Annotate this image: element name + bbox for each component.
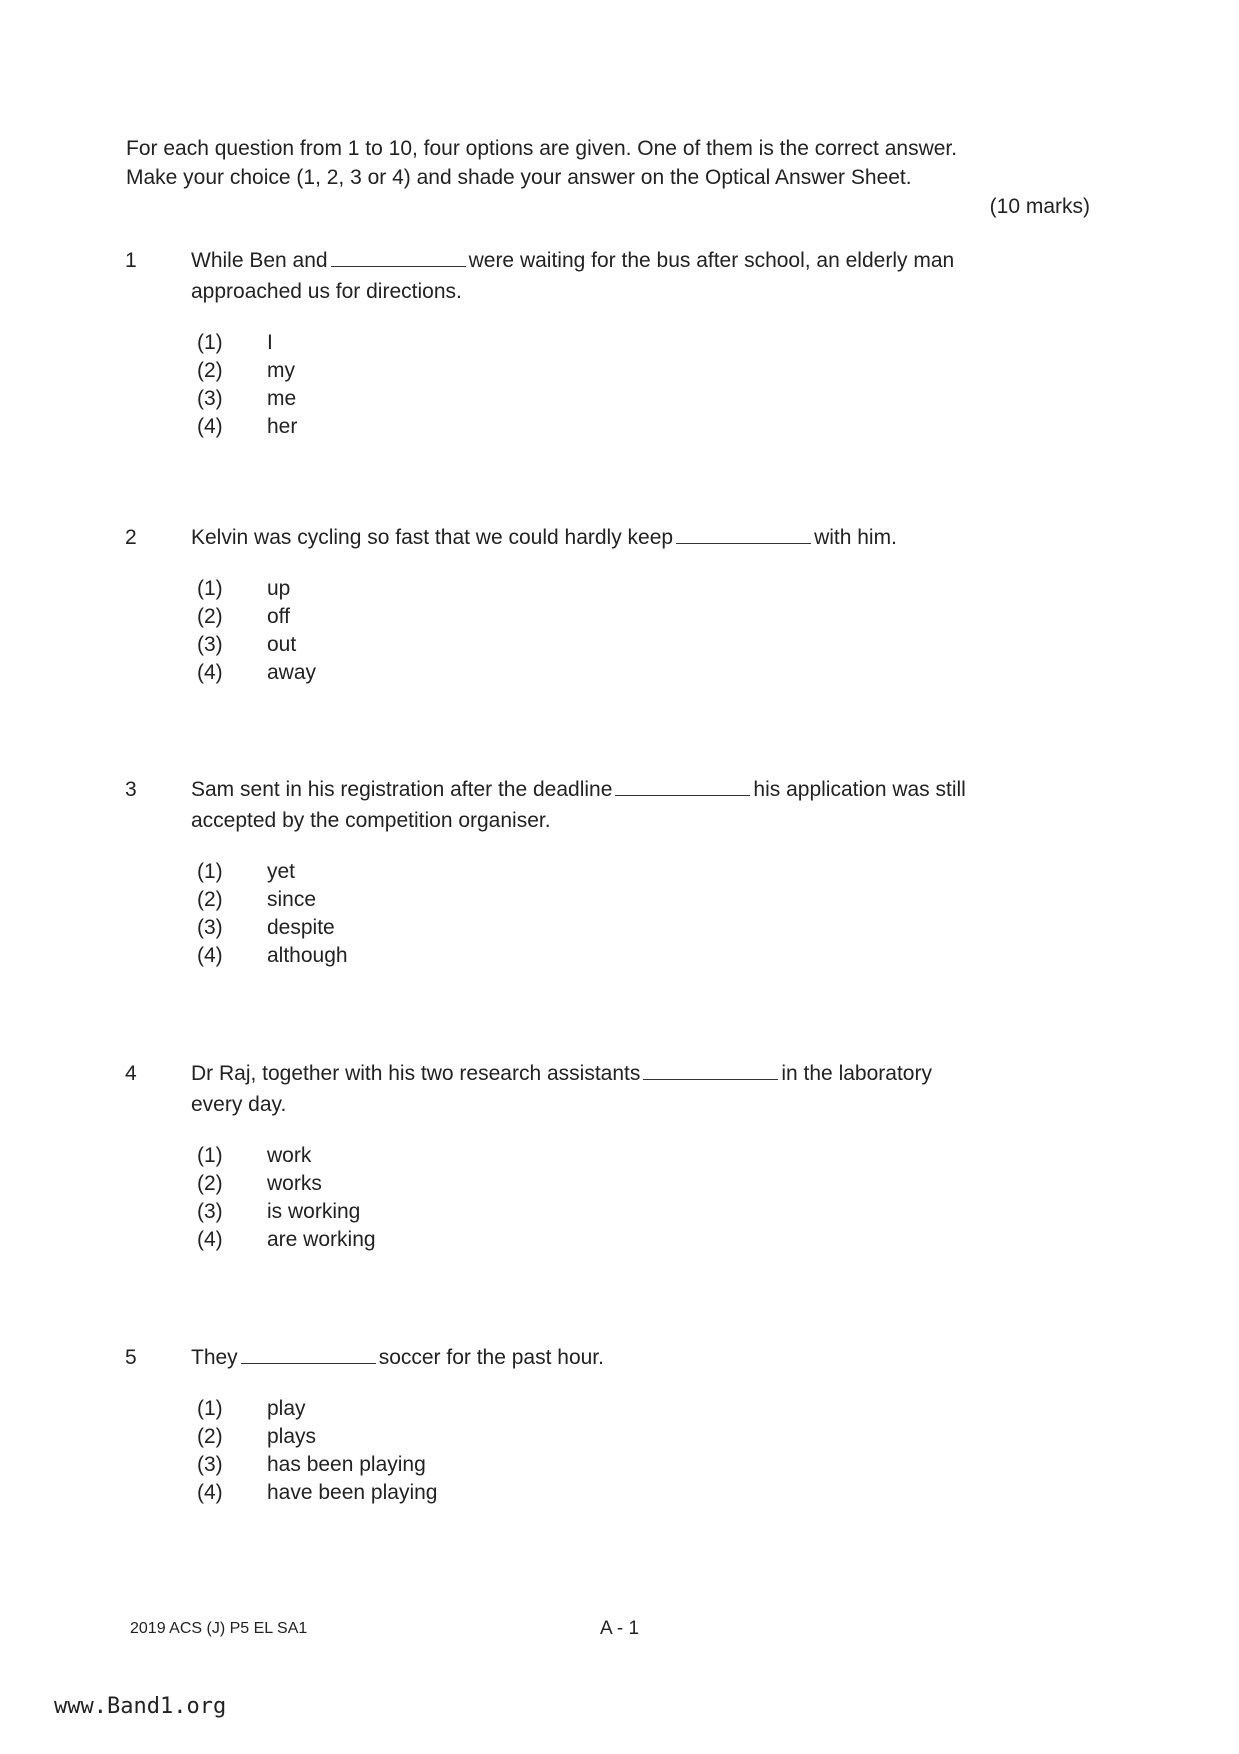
answer-blank [615, 781, 750, 796]
option-number: (1) [197, 1397, 223, 1420]
option-number: (4) [197, 944, 223, 967]
question-number: 1 [125, 249, 137, 272]
stem-before-blank: Dr Raj, together with his two research assistants [191, 1062, 641, 1085]
option-number: (1) [197, 1144, 223, 1167]
option-text: me [267, 387, 297, 410]
option-number: (3) [197, 633, 223, 656]
option-text: yet [267, 860, 296, 883]
option-number: (2) [197, 1425, 223, 1448]
question-stem [191, 522, 1121, 553]
stem-after-blank: were waiting for the bus after school, an elderly man [468, 249, 955, 272]
option-item [197, 1451, 1121, 1479]
question-block [125, 245, 1121, 441]
option-item [197, 413, 1121, 441]
question-number: 4 [125, 1062, 137, 1085]
option-list [197, 575, 1121, 687]
marks-label: (10 marks) [989, 195, 1090, 218]
option-number: (2) [197, 605, 223, 628]
answer-blank [643, 1065, 778, 1080]
option-number: (4) [197, 661, 223, 684]
option-text: I [267, 331, 273, 354]
option-text: despite [267, 916, 335, 939]
stem-before-blank: They [191, 1346, 238, 1369]
option-item [197, 886, 1121, 914]
option-text: out [267, 633, 297, 656]
option-list [197, 1142, 1121, 1254]
option-text: works [267, 1172, 322, 1195]
question-number: 2 [125, 526, 137, 549]
option-item [197, 1423, 1121, 1451]
option-number: (3) [197, 916, 223, 939]
answer-blank [331, 252, 466, 267]
option-item [197, 357, 1121, 385]
question-stem [191, 1058, 1121, 1089]
option-list [197, 1395, 1121, 1507]
stem-after-blank: with him. [814, 526, 897, 549]
option-text: away [267, 661, 317, 684]
option-text: are working [267, 1228, 376, 1251]
option-number: (4) [197, 1481, 223, 1504]
option-text: play [267, 1397, 306, 1420]
option-text: since [267, 888, 317, 911]
question-block [125, 1342, 1121, 1507]
answer-blank [241, 1349, 376, 1364]
answer-blank [676, 529, 811, 544]
footer-paper-code: 2019 ACS (J) P5 EL SA1 [130, 1620, 308, 1637]
option-number: (1) [197, 577, 223, 600]
option-item [197, 858, 1121, 886]
option-text: work [267, 1144, 312, 1167]
stem-after-blank: soccer for the past hour. [378, 1346, 604, 1369]
question-block [125, 774, 1121, 970]
stem-before-blank: Kelvin was cycling so fast that we could hardly keep [191, 526, 674, 549]
option-number: (3) [197, 387, 223, 410]
option-item [197, 1226, 1121, 1254]
option-item [197, 1142, 1121, 1170]
stem-before-blank: While Ben and [191, 249, 328, 272]
option-number: (4) [197, 415, 223, 438]
option-number: (2) [197, 359, 223, 382]
option-item [197, 914, 1121, 942]
option-item [197, 1170, 1121, 1198]
question-stem [191, 774, 1121, 805]
question-number: 3 [125, 778, 137, 801]
option-item [197, 575, 1121, 603]
question-stem-line-2: every day. [191, 1093, 287, 1116]
question-block [125, 522, 1121, 687]
option-number: (1) [197, 331, 223, 354]
option-text: her [267, 415, 298, 438]
option-number: (4) [197, 1228, 223, 1251]
option-number: (3) [197, 1453, 223, 1476]
option-text: up [267, 577, 291, 600]
stem-after-blank: in the laboratory [781, 1062, 932, 1085]
question-stem-line-2: accepted by the competition organiser. [191, 809, 551, 832]
question-stem-line-2: approached us for directions. [191, 280, 462, 303]
option-number: (1) [197, 860, 223, 883]
option-item [197, 631, 1121, 659]
option-item [197, 659, 1121, 687]
instructions-line-2: Make your choice (1, 2, 3 or 4) and shade your answer on the Optical Answer Sheet. [126, 166, 912, 189]
instructions [126, 134, 1090, 221]
option-item [197, 1198, 1121, 1226]
question-stem [191, 1342, 1121, 1373]
option-item [197, 1395, 1121, 1423]
footer-page-number: A - 1 [600, 1618, 640, 1639]
option-item [197, 329, 1121, 357]
option-list [197, 858, 1121, 970]
option-text: is working [267, 1200, 361, 1223]
option-item [197, 603, 1121, 631]
option-text: plays [267, 1425, 317, 1448]
option-text: my [267, 359, 295, 382]
option-number: (3) [197, 1200, 223, 1223]
option-text: have been playing [267, 1481, 438, 1504]
option-text: off [267, 605, 290, 628]
question-block [125, 1058, 1121, 1254]
stem-before-blank: Sam sent in his registration after the deadline [191, 778, 613, 801]
instructions-line-1: For each question from 1 to 10, four options are given. One of them is the correct answer. [126, 137, 958, 160]
question-stem [191, 245, 1121, 276]
option-text: although [267, 944, 348, 967]
option-item [197, 385, 1121, 413]
option-number: (2) [197, 888, 223, 911]
stem-after-blank: his application was still [753, 778, 966, 801]
option-list [197, 329, 1121, 441]
option-number: (2) [197, 1172, 223, 1195]
option-item [197, 1479, 1121, 1507]
option-text: has been playing [267, 1453, 426, 1476]
option-item [197, 942, 1121, 970]
question-number: 5 [125, 1346, 137, 1369]
watermark-url: www.Band1.org [54, 1694, 227, 1719]
